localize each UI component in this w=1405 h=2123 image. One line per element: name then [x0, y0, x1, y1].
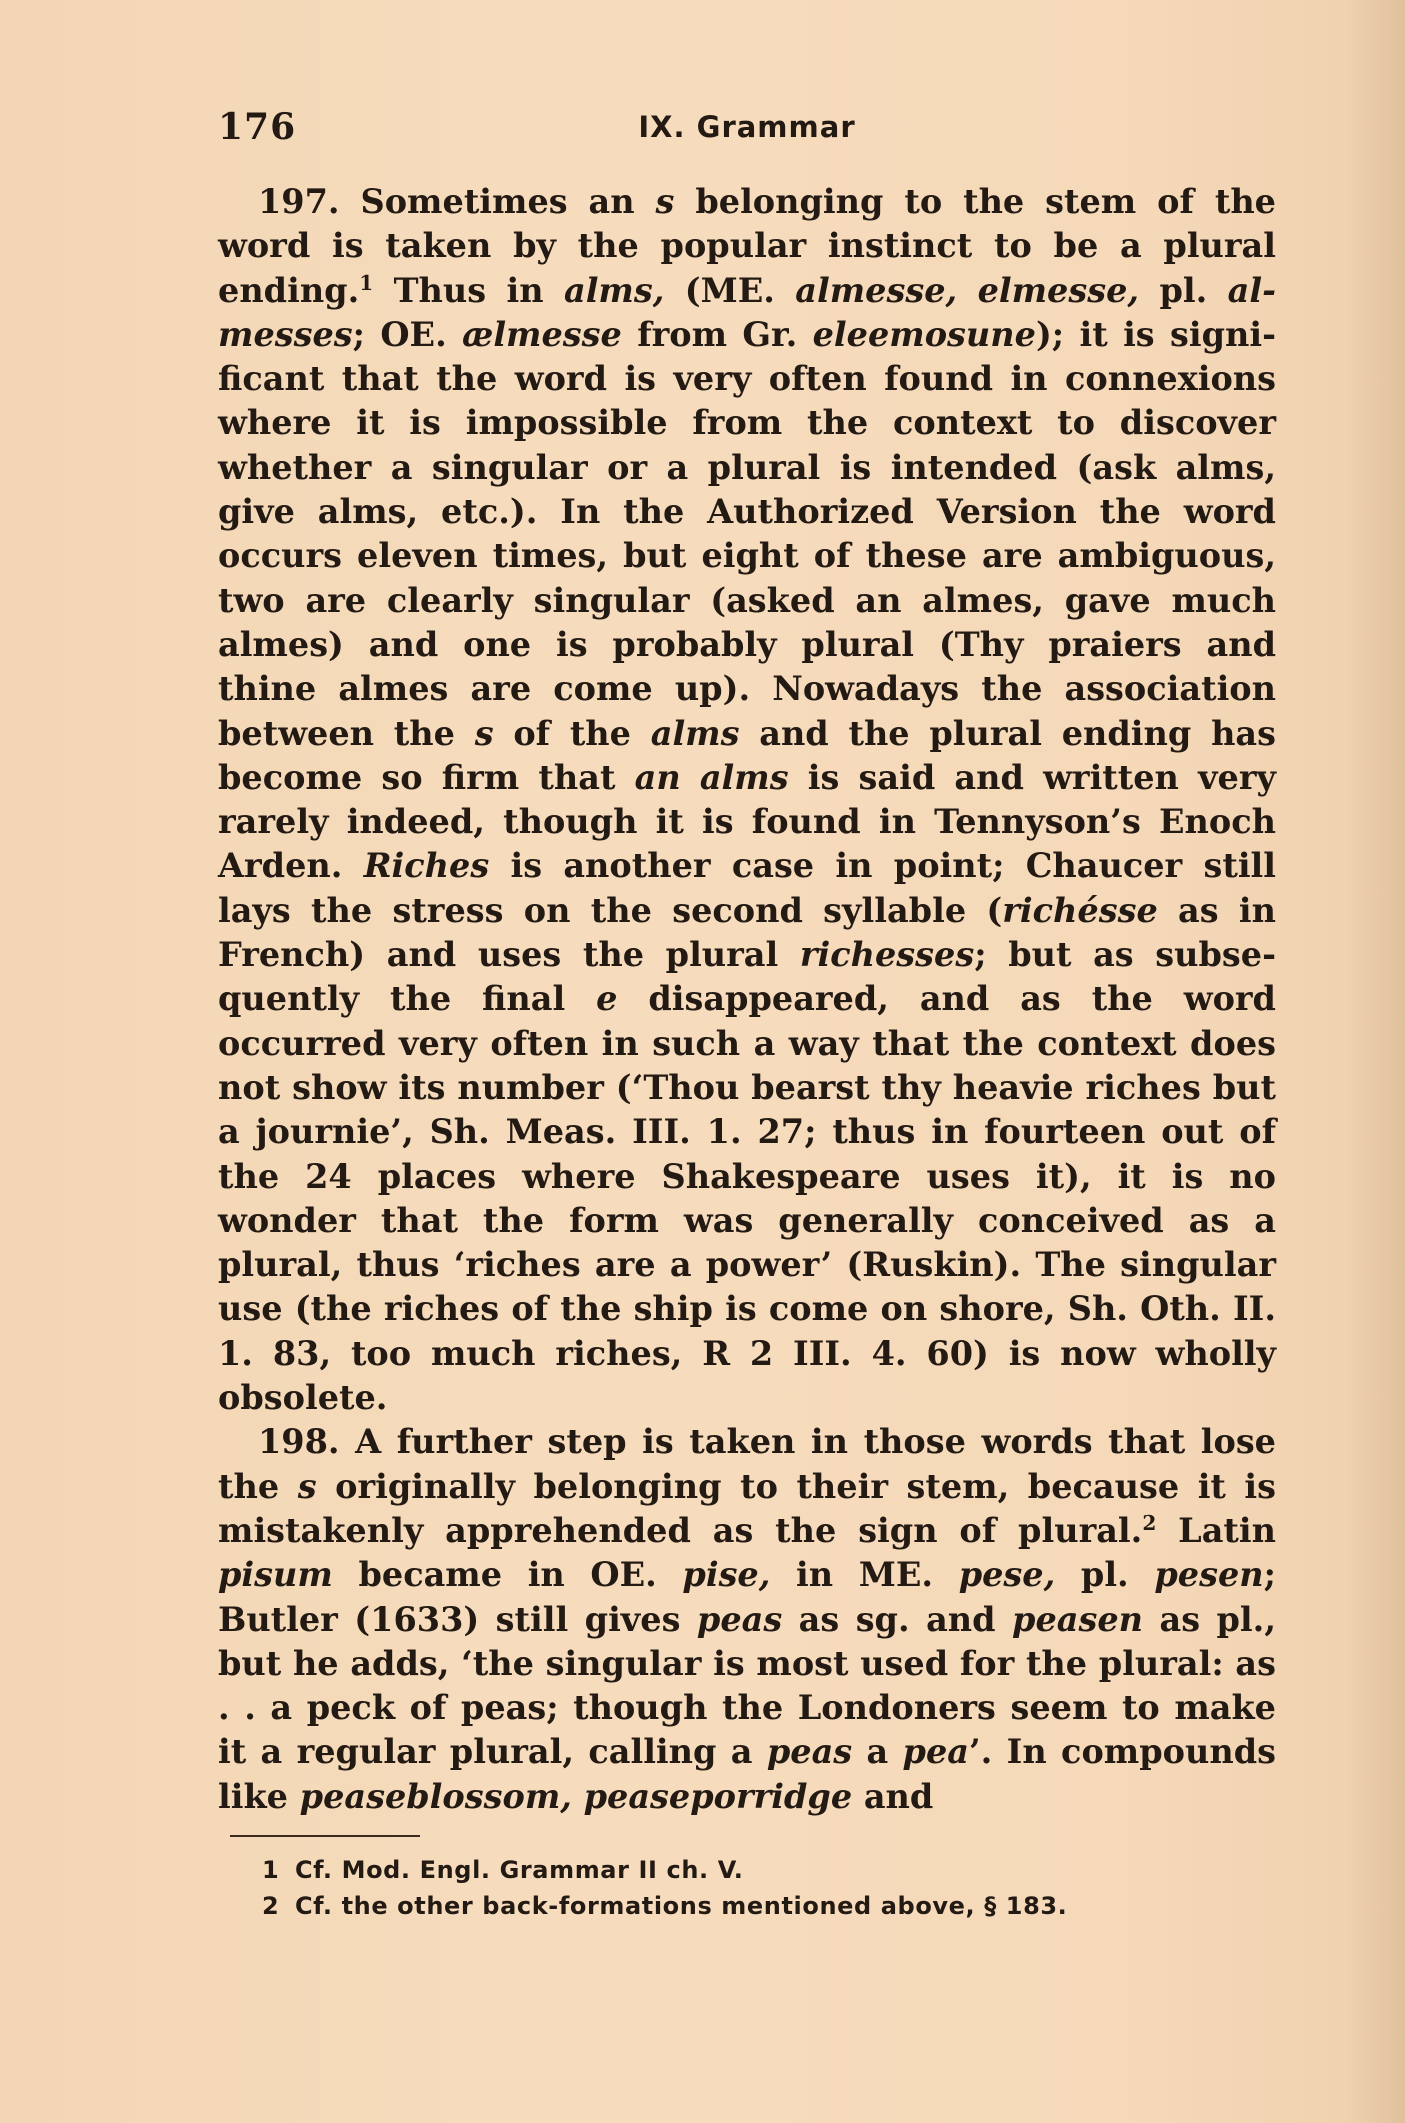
italic-term: alms, — [563, 270, 665, 310]
italic-term: an alms — [634, 757, 789, 797]
italic-term: pisum — [218, 1555, 333, 1595]
italic-term: s — [655, 182, 675, 221]
italic-term: richésse — [1002, 890, 1158, 930]
italic-term: peas — [766, 1732, 853, 1772]
italic-term: s — [297, 1466, 317, 1506]
page-number: 176 — [218, 106, 297, 148]
running-title: IX. Grammar — [638, 110, 856, 144]
section-text: A further step is taken in those words that lose the s originally belonging to their stem, because it is mistakenly apprehended as the sign of plural.$^2$ Latin pisum became in OE. pise, in ME. pese, pl. pesen; Butler (1633) still gives peas as sg. and peasen as pl., but he adds, ‘the singular is most used for the plural: as . . a peck of peas; though the Londoners seem to make it a regular plural, calling a peas a pea’. In compounds like peaseblossom, peaseporridge and — [218, 1422, 1277, 1816]
italic-term: alms — [650, 713, 740, 753]
section-197 — [218, 180, 1276, 1420]
italic-term: eleemosune — [812, 314, 1036, 354]
section-198 — [218, 1420, 1276, 1819]
footnote — [262, 1888, 1262, 1924]
italic-term: Riches — [363, 846, 490, 886]
italic-term: pea — [902, 1732, 969, 1772]
italic-term: almesses — [218, 270, 1276, 354]
running-head — [218, 106, 1276, 156]
italic-term: pise, — [682, 1555, 771, 1595]
body-text — [218, 180, 1276, 1819]
italic-term: pesen — [1154, 1555, 1264, 1595]
footnote-divider — [230, 1835, 420, 1837]
section-text: Sometimes an s belonging to the stem of the word is taken by the popular instinct to be a plural ending.$^1$ Thus in alms, (ME. almesse, elmesse, pl. almesses; OE. ælmesse from Gr. eleemosune); it is significant that the word is very often found in connexions where it is impossible from the context to discover whether a singular or a plural is intended (ask alms, give alms, etc.). In the Authorized Version the word occurs eleven times, but eight of these are ambiguous, two are clearly singular (asked an almes, gave much almes) and one is probably plural (Thy praiers and thine almes are come up). Nowadays the association between the s of the alms and the plural ending has become so firm that an alms is said and written very rarely indeed, though it is found in Tennyson’s Enoch Arden. Riches is another case in point; Chaucer still lays the stress on the second syllable (richésse as in French) and uses the plural richesses; but as subsequently the final e disappeared, and as the word occurred very often in such a way that the context does not show its number (‘Thou bearst thy heavie riches but a journie’, Sh. Meas. III. 1. 27; thus in fourteen out of the 24 places where Shakespeare uses it), it is no wonder that the form was generally conceived as a plural, thus ‘riches are a power’ (Ruskin). The singular use (the riches of the ship is come on shore, Sh. Oth. II. 1. 83, too much riches, R 2 III. 4. 60) is now wholly obsolete. — [218, 182, 1276, 1418]
italic-term: ælmesse — [462, 314, 622, 354]
footnote — [262, 1852, 1262, 1888]
italic-term: peas — [696, 1599, 783, 1639]
italic-term: peaseblossom, peaseporridge — [299, 1776, 853, 1816]
footnote-text: Cf. Mod. Engl. Grammar II ch. V. — [294, 1856, 744, 1884]
italic-term: s — [474, 713, 494, 753]
section-number: 197. — [258, 182, 340, 221]
italic-term: almesse, elmesse, — [795, 270, 1140, 310]
italic-term: peasen — [1012, 1599, 1144, 1639]
footnote-mark: 2 — [262, 1892, 280, 1920]
footnote-text: Cf. the other back-formations mentioned above, § 183. — [294, 1892, 1068, 1920]
italic-term: e — [596, 979, 618, 1019]
italic-term: pese, — [958, 1555, 1056, 1595]
footnotes — [262, 1852, 1262, 1924]
footnote-reference: 2 — [1142, 1510, 1157, 1535]
italic-term: richesses — [799, 935, 975, 975]
section-number: 198. — [258, 1422, 340, 1462]
footnote-reference: 1 — [359, 270, 374, 295]
footnote-mark: 1 — [262, 1856, 280, 1884]
